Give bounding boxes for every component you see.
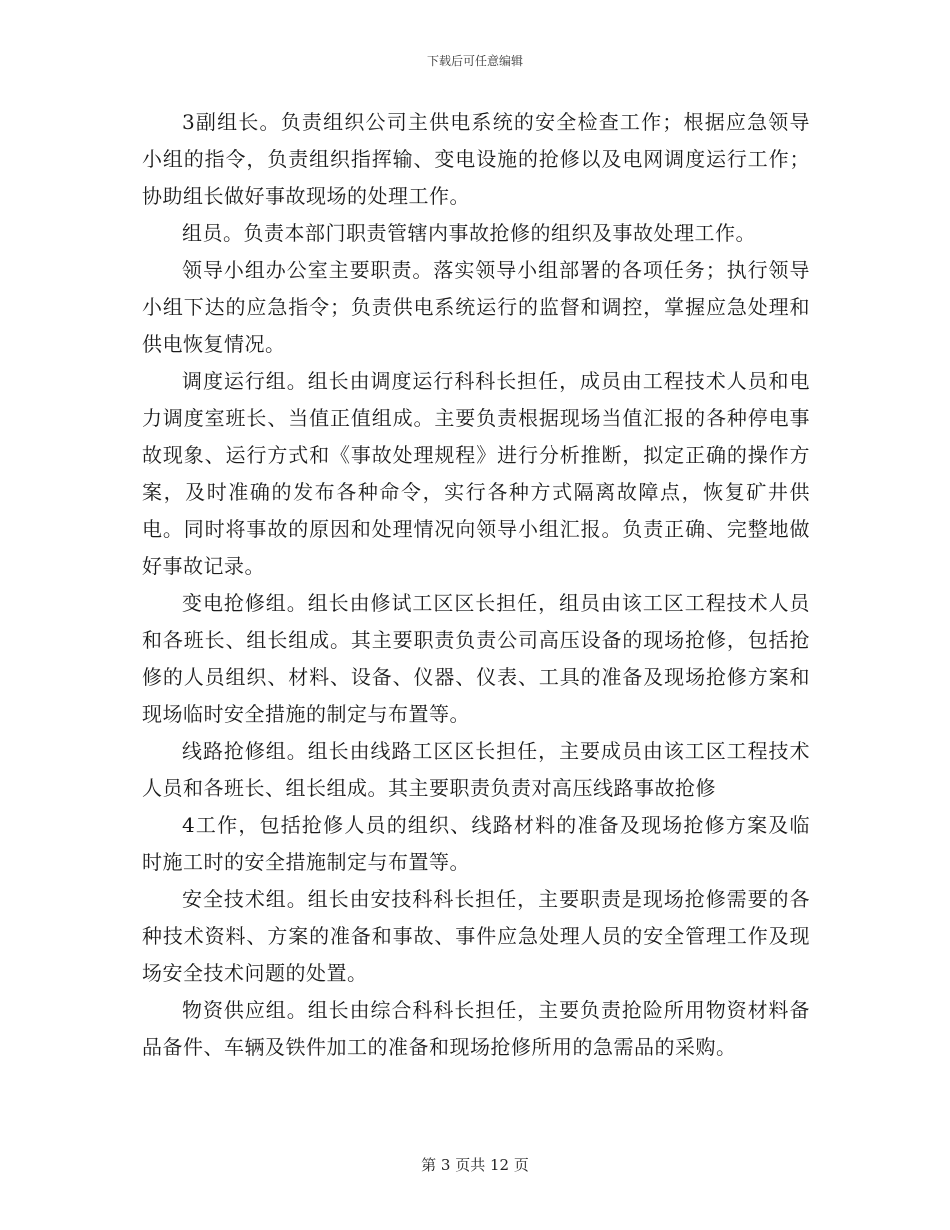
paragraph-line-repair-group: 线路抢修组。组长由线路工区区长担任，主要成员由该工区工程技术人员和各班长、组长组成。其主要职责负责对高压线路事故抢修: [142, 739, 810, 800]
paragraph-supply-group: 物资供应组。组长由综合科科长担任，主要负责抢险所用物资材料备品备件、车辆及铁件加工的准备和现场抢修所用的急需品的采购。: [142, 998, 810, 1059]
paragraph-dispatch-group: 调度运行组。组长由调度运行科科长担任，成员由工程技术人员和电力调度室班长、当值正值组成。主要负责根据现场当值汇报的各种停电事故现象、运行方式和《事故处理规程》进行分析推断，拟定正确的操作方案，及时准确的发布各种命令，实行各种方式隔离故障点，恢复矿井供电。同时将事故的原因和处理情况向领导小组汇报。负责正确、完整地做好事故记录。: [142, 369, 810, 578]
paragraph-office-duties: 领导小组办公室主要职责。落实领导小组部署的各项任务；执行领导小组下达的应急指令；负责供电系统运行的监督和调控，掌握应急处理和供电恢复情况。: [142, 258, 810, 356]
document-body: [142, 104, 810, 1066]
paragraph-members: 组员。负责本部门职责管辖内事故抢修的组织及事故处理工作。: [182, 221, 756, 245]
page-header: 下载后可任意编辑: [426, 54, 523, 68]
paragraph-substation-repair-group: 变电抢修组。组长由修试工区区长担任，组员由该工区工程技术人员和各班长、组长组成。其主要职责负责公司高压设备的现场抢修，包括抢修的人员组织、材料、设备、仪器、仪表、工具的准备及现场抢修方案和现场临时安全措施的制定与布置等。: [142, 591, 810, 726]
page-footer: 第 3 页共 12 页: [421, 1156, 529, 1174]
paragraph-line-repair-continued: 4工作，包括抢修人员的组织、线路材料的准备及现场抢修方案及临时施工时的安全措施制定与布置等。: [142, 813, 810, 874]
paragraph-safety-tech-group: 安全技术组。组长由安技科科长担任，主要职责是现场抢修需要的各种技术资料、方案的准备和事故、事件应急处理人员的安全管理工作及现场安全技术问题的处置。: [142, 887, 810, 985]
paragraph-deputy-leader: 3副组长。负责组织公司主供电系统的安全检查工作；根据应急领导小组的指令，负责组织指挥输、变电设施的抢修以及电网调度运行工作；协助组长做好事故现场的处理工作。: [142, 110, 810, 208]
